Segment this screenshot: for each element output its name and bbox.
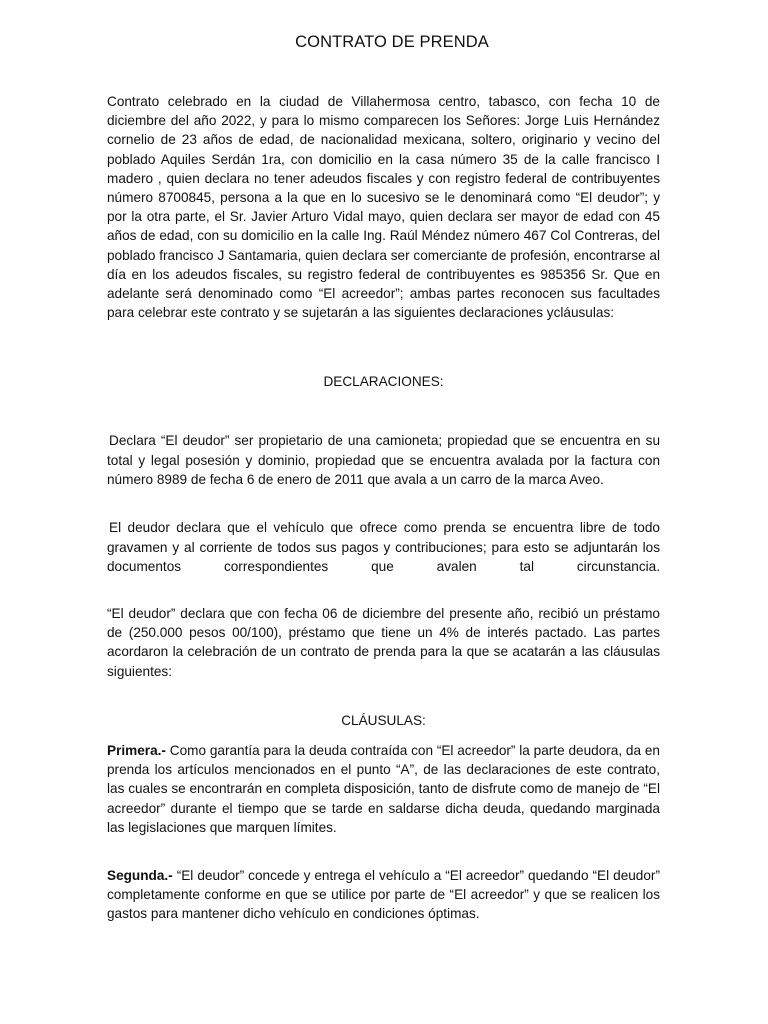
declaration-item-1 — [107, 431, 660, 490]
clause-primera-text: Como garantía para la deuda contraída con “El acreedor” la parte deudora, da en prenda los artículos mencionados en el punto “A”, de las declaraciones de este contrato, las cuales se encontrarán en completa disposición, tanto de disfrute como de manejo de “El acreedor” durante el tiempo que se tarde en saldarse dicha deuda, quedando marginada las legislaciones que marquen límites. — [107, 743, 660, 835]
clauses-heading: CLÁUSULAS: — [341, 713, 426, 728]
clause-primera-label: Primera.- — [107, 743, 166, 758]
clause-segunda-label: Segunda.- — [107, 868, 173, 883]
loan-paragraph: “El deudor” declara que con fecha 06 de diciembre del presente año, recibió un préstamo de (250.000 pesos 00/100), préstamo que tiene un 4% de interés pactado. Las partes acordaron la celebración de un contrato de prenda para la que se acatarán a las cláusulas siguientes: — [107, 606, 660, 679]
clause-segunda — [107, 866, 660, 924]
declaration-item-2 — [107, 518, 660, 577]
declarations-heading: DECLARACIONES: — [323, 374, 444, 389]
declaration-item-1-text: Declara “El deudor” ser propietario de una camioneta; propiedad que se encuentra en su total y legal posesión y dominio, propiedad que se encuentra avalada por la factura con número 8989 de fecha 6 de enero de 2011 que avala a un carro de la marca Aveo. — [107, 433, 660, 488]
declaration-item-2-text: El deudor declara que el vehículo que ofrece como prenda se encuentra libre de todo gravamen y al corriente de todos sus pagos y contribuciones; para esto se adjuntarán los documentos correspondientes que avalen tal circunstancia. — [107, 520, 660, 575]
clause-primera — [107, 741, 660, 837]
intro-paragraph: Contrato celebrado en la ciudad de Villahermosa centro, tabasco, con fecha 10 de diciembre del año 2022, y para lo mismo comparecen los Señores: Jorge Luis Hernández cornelio de 23 años de edad, de nacionalidad mexicana, soltero, originario y vecino del poblado Aquiles Serdán 1ra, con domicilio en la casa número 35 de la calle francisco I madero , quien declara no tener adeudos fiscales y con registro federal de contribuyentes número 8700845, persona a la que en lo sucesivo se le denominará como “El deudor”; y por la otra parte, el Sr. Javier Arturo Vidal mayo, quien declara ser mayor de edad con 45 años de edad, con su domicilio en la calle Ing. Raúl Méndez número 467 Col Contreras, del poblado francisco J Santamaria, quien declara ser comerciante de profesión, encontrarse al día en los adeudos fiscales, su registro federal de contribuyentes es 985356 Sr. Que en adelante será denominado como “El acreedor”; ambas partes reconocen sus facultades para celebrar este contrato y se sujetarán a las siguientes declaraciones ycláusulas: — [107, 94, 660, 321]
clause-segunda-text: “El deudor” concede y entrega el vehículo a “El acreedor” quedando “El deudor” completamente conforme en que se utilice por parte de “El acreedor” y que se realicen los gastos para mantener dicho vehículo en condiciones óptimas. — [107, 868, 660, 922]
document-title: CONTRATO DE PRENDA — [295, 33, 489, 51]
